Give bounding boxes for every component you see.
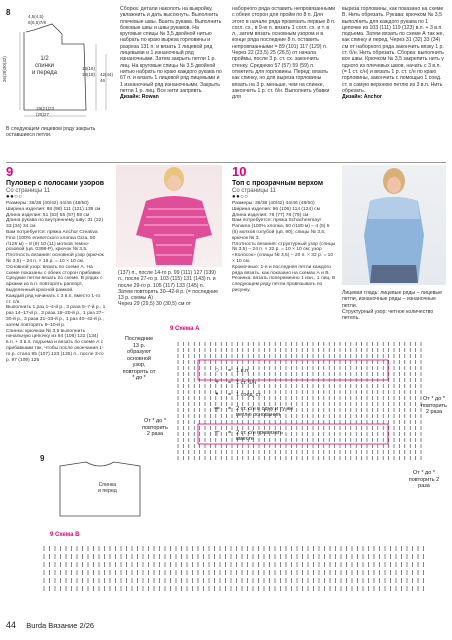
top-col-3-text: выреза горловины, как показано на схеме В. Нить обрезать. Рукава: крючком № 3,5 выполнить для каждого рукава по 1 цепочке из 103 (111) 119 (123) в.п. + 3 в.п. подъема. Затем вязать по схеме А так же, как спинку и перед. Через 31 (32) 33 (34) см от наборного ряда закончить вязку 1 р. ст. б/н. Нить обрезать. Сборка: выполнить все швы. Крючком № 3,5 закрепить нить у одного из плечевых швов, начать с 3 в.п. (= 1 ст. с/н) и вязать 1 р. ст. с/н по краю горловины, закончить с помощью 1 соед. ст. в самую верхнюю петлю из 3 в.п. Нить обрезать. [342, 6, 444, 94]
top-col-2-text: наборного ряда оставить непровязанными с обеих сторон для пройм по 8 п. Для этого в начале ряда провязать первые 8 п. согл. сх., в 9-ю п. вязать 1 согл. сх. и т. в л., затем вязать основным узором и в конце ряда последние 8 п. оставить непровязанными = 89 (101) 117 (129) п. Через 22 (23,5) 25 (26,5) от начала проймы, после 3 р. ст. сх. закончить стенку. Среднюю 57 (57) 59 (59) п. отметить для горловины. Перед: вязать как спинку, но для выреза горловины вязать на 3 р. меньше, чем на спинке, закончить 1 р. ст. б/н. Выполнить убавки для [232, 6, 336, 101]
repeat-note-right-1: От * до * повторить 2 раза [421, 396, 447, 415]
shape-9-label: Спинка и перед [98, 482, 117, 495]
repeat-note-left-2: От * до * повторить 2 раза [142, 418, 168, 437]
schema-a-label [170, 326, 199, 332]
shape-9 [40, 452, 150, 528]
top-col-2 [232, 6, 336, 100]
legend-label: 1 в.п. [236, 368, 250, 374]
schema-8-number: 8 [6, 8, 11, 17]
repeat-note-right-2: От * до * повторить 2 раза [408, 470, 440, 489]
pattern-10-ref: Со страницы 11 [232, 188, 277, 194]
col-left-tail: В следующем лицевом ряду закрыть оставшиеся петли. [6, 126, 96, 139]
measures-top: 4,5(4,5) 6(6,5)7/8 [28, 14, 47, 26]
pattern-10 [232, 165, 336, 294]
top-col-3 [342, 6, 446, 100]
pattern-9-photo [116, 165, 222, 267]
chain-icon: ○ [214, 367, 220, 374]
pattern-9-difficulty: ●●○○ [6, 194, 23, 200]
legend-label: 2 ст. с/н провязать вместе [236, 430, 283, 442]
legend-label: 2 ст. с/н в одну и ту же петлю основания [236, 406, 294, 418]
legend-row: ○ = 1 в.п. [210, 368, 320, 378]
page-number: 44 [6, 620, 17, 630]
schema-b-label [50, 532, 79, 538]
legend-row: • = 1 соед. ст. [210, 392, 320, 402]
pattern-9-mid-text: (137) п., после 14-го р. 99 (111) 127 (139) п., после 27-го р. 103 (115) 131 (143) п. и после 29-го р. 105 (117) 133 (145) п. Затем повторять 30–42-й р. (= последние 13 р. схемы А) Через 29 (29,5) 30 (30,5) см от [118, 270, 219, 308]
decrease-icon: ┬ [214, 429, 220, 436]
section-divider [6, 162, 446, 163]
pattern-shape-8 [6, 14, 126, 122]
pattern-10-difficulty: ●●○○ [232, 194, 249, 200]
issue-number: 2/26 [79, 621, 95, 630]
schema-a-text: 9 Схема А [170, 326, 200, 332]
piece-label-8: 1/2 спинки и переда [32, 56, 57, 76]
pattern-9 [6, 165, 106, 363]
legend-label: 1 соед. ст. [236, 392, 262, 398]
schema-b-text: 9 Схема В [50, 532, 80, 538]
pattern-10-photo [342, 165, 446, 285]
legend-row: ╤ = 2 ст. с/н в одну и ту же петлю основания [210, 406, 320, 424]
pattern-9-body: Размеры: 36/38 (40/42) 44/46 (48/50) Ширина изделия: 88 (98) 111 (121) 138 см Длина изделия: 51 (53) 55 (57) 59 см Длина рукава по внутреннему шву: 31 (32) 33 (34) 34 см Вам потребуется: пряжа Anchor Creativa Fino (100% египетского хлопка Giza, 50 г/125 м) – 8 (9) 10 (11) мотков темно-розовой (цв. 0398-Р), крючок № 3,5. Плотность вязания: основной узор (крючок № 3,5) – 24 п. × 16 р. = 10 × 10 см. Основной узор: вязать по схеме А. На схеме показаны с обеих сторон прибавки. Средние петли вязать по схеме. В рядах с арками из в.п. повторять раппорт, выделенный красной рамкой. Каждый ряд начинать с 3 в.п. вместо 1-го ст. с/н. Выполнить 1 раз 1–4-й р., 3 раза 5–7-й р., 1 раз 14–17-й р., 3 раза 18–20-й р., 1 раз 27–30-й р., 3 раза 31–33-й р., 1 раз 40–42-й р., затем повторять 9–10-й р. Спинка: крючком № 3,5 выполнить начальную цепочку из 94 (106) 122 (134) в.п. + 3 в.п. подъема и вязать по схеме А с прибавками так, чтобы после окончания 1-го р. стало 95 (107) 123 (135) п., после 3-го р. 97 (109) 125 [6, 201, 106, 363]
single-crochet-icon: + [214, 379, 220, 386]
footer [6, 620, 94, 630]
top-col-1-designer: Дизайн: Rowan [120, 94, 159, 101]
legend-row: + = 1 ст. б/н [210, 380, 320, 390]
top-col-1 [120, 6, 222, 100]
slip-stitch-icon: • [215, 391, 219, 398]
legend-label: 1 ст. б/н [236, 380, 257, 386]
magazine-title: Burda Вязание [26, 621, 78, 630]
measures-right: 16(16) 18(18) [82, 66, 96, 78]
side-extra: 42(44) 46 [100, 72, 114, 84]
pattern-10-right-text: Лицевая гладь: лицевые ряды – лицевые петли, изнаночные ряды – изнаночные петли. Структурный узор: четное количество петель. [342, 290, 443, 322]
schema-b-chart [40, 540, 440, 600]
pattern-10-number: 10 [232, 164, 247, 179]
repeat-note-left-1: Последние 13 р. образуют основной узор, повторять от * до * [122, 336, 156, 381]
schema-8 [1, 6, 126, 122]
pattern-9-ref: Со страницы 11 [6, 188, 51, 194]
legend [210, 368, 320, 468]
top-col-1-text: Сборка: детали наколоть на выкройку, увлажнить и дать высохнуть. Выполнить плечевые швы. Вшить рукава. Выполнить боковые швы и швы рукавов. На круговые спицы № 3,5 двойной нитью набрать по краю выреза горловины и разреза 131 п. и вязать 1 лицевой ряд лицевыми и 1 изнаночный ряд изнаночными. Затем закрыть петли 1 р. лиц. На круговые спицы № 3,5 двойной нитью набрать по краю каждого рукава по 67 п. и вязать 1 лицевой ряд лицевыми и 1 изнаночный ряд изнаночными. Закрыть петли 1 р. лиц. Все нити запрявть. [120, 6, 222, 94]
measures-bottom: 19(21)23 (25)27 [36, 106, 55, 118]
pattern-10-body: Размеры: 36/38 (40/42) 44/46 (48/50) Ширина изделия: 96 (106) 114 (124) см Длина изделия: 76 (77) 78 (79) см Вам потребуется: пряжа Schachenmayr Panama (100% хлопка, 50 г/180 м) – 4 (5) 5 (6) мотков голубой (цв. 90); спицы № 3,5; крючок № 3. Плотность вязания: структурный узор (спицы № 3,5) – 24 п. × 32 р. = 10 × 10 см; узор «Колосок» (спицы № 3,5) – 20 п. × 32 р. = 10 × 10 см. Кромочные: 1-я и последняя петли каждого ряда вязать, как показано на схемах А и В. Резинка: вязать попеременно 1 изн., 1 лиц. В следующем ряду петли провязывать по рисунку. [232, 201, 336, 293]
pattern-10-title: Топ с прозрачным верхом [232, 180, 324, 187]
top-col-3-designer: Дизайн: Anchor [342, 94, 382, 101]
legend-row: ┬ = 2 ст. с/н провязать вместе [210, 430, 320, 448]
pattern-9-number: 9 [6, 164, 14, 179]
shape-9-number: 9 [40, 454, 45, 463]
increase-icon: ╤ [214, 405, 220, 412]
pattern-9-title: Пуловер с полосами узоров [6, 180, 105, 187]
measures-left: 26(28)30(32) [1, 56, 7, 83]
